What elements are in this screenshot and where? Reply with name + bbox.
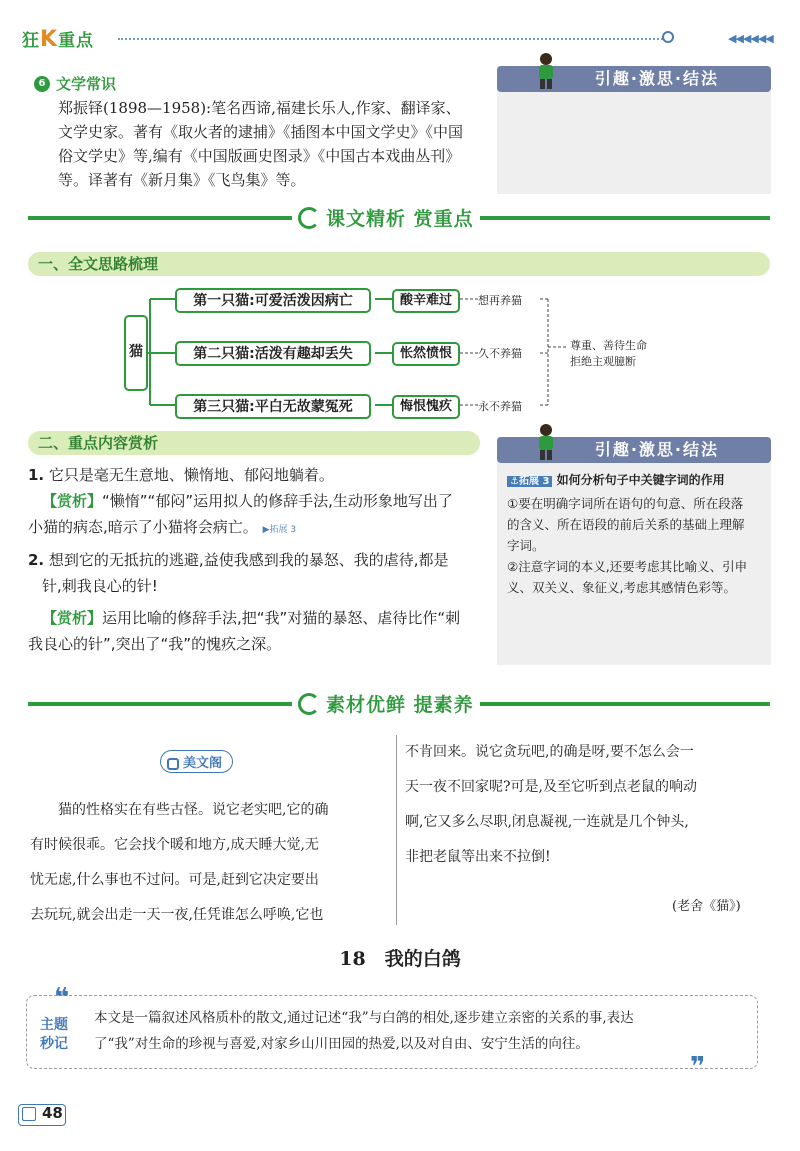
material-source: (老舍《猫》) bbox=[672, 899, 741, 914]
side-panel-top bbox=[497, 66, 771, 194]
material-left-column: 猫的性格实在有些古怪。说它老实吧,它的确 有时候很乖。它会找个暖和地方,成天睡大觉,无 忧无虑,什么事也不过问。可是,赶到它决定要出 去玩玩,就会出走一天一夜,任凭谁怎么呼唤,它也 bbox=[30, 802, 329, 923]
quote-open-icon: ❝ bbox=[54, 983, 70, 1013]
mindmap-conclusion: 尊重、善待生命 拒绝主观臆断 bbox=[570, 339, 647, 368]
mindmap-result-3: 永不养猫 bbox=[478, 400, 522, 413]
extension-body: ①要在明确字词所在语句的句意、所在段落 的含义、所在语段的前后关系的基础上理解 字词。 ②注意字词的本义,还要考虑其比喻义、引申 义、双关义、象征义,考虑其感情色彩等。 bbox=[507, 496, 748, 595]
extension-link[interactable]: ▶拓展 3 bbox=[262, 525, 297, 535]
extension-badge: ⚓拓展 3 bbox=[507, 476, 552, 487]
mindmap-feeling-3: 悔恨愧疚 bbox=[392, 395, 460, 419]
side-panel-extension bbox=[497, 437, 771, 665]
header-divider bbox=[118, 38, 663, 40]
section-title-analysis: 课文精析 赏重点 bbox=[292, 204, 480, 231]
analysis-block: 1. 它只是毫无生意地、懒惰地、郁闷地躺着。 【赏析】“懒惰”“郁闷”运用拟人的修辞手法,生动形象地写出了 小猫的病态,暗示了小猫将会病亡。 ▶拓展 3 2. 想到它的无抵抗的逃避,益使我感到我的暴怒、我的虐待,都是 针,刺我良心的针! 【赏析】运用比喻的修辞手法,把“我”对猫的暴怒、虐待比作“刺 我良心的针”,突出了“我”的愧疚之深。 bbox=[28, 462, 486, 657]
theme-text: 本文是一篇叙述风格质朴的散文,通过记述“我”与白鸽的相处,逐步建立亲密的关系的事,表达 了“我”对生命的珍视与喜爱,对家乡山川田园的热爱,以及对自由、安宁生活的向往。 bbox=[94, 1010, 634, 1052]
arrows-icon: ◀◀◀◀◀◀ bbox=[728, 32, 773, 45]
quote-close-icon: ❞ bbox=[690, 1052, 706, 1082]
page-number: 48 bbox=[42, 1104, 63, 1122]
swirl-icon bbox=[298, 693, 320, 715]
book-icon bbox=[167, 758, 179, 770]
mindmap-result-2: 久不养猫 bbox=[478, 347, 522, 360]
circle-icon bbox=[662, 31, 674, 43]
badge-icon: 6 bbox=[34, 76, 50, 92]
book-icon bbox=[22, 1107, 36, 1121]
material-badge: 美文阁 bbox=[160, 750, 233, 773]
subsection-structure: 一、全文思路梳理 bbox=[28, 252, 770, 276]
lesson-title: 18 我的白鸽 bbox=[339, 948, 461, 970]
extension-title: 如何分析句子中关键字词的作用 bbox=[556, 473, 725, 487]
header-brand: 狂K重点 bbox=[22, 27, 95, 52]
mindmap-branch-3: 第三只猫:平白无故蒙冤死 bbox=[175, 394, 371, 419]
mindmap-branch-1: 第一只猫:可爱活泼因病亡 bbox=[175, 288, 371, 313]
mindmap-branch-2: 第二只猫:活泼有趣却丢失 bbox=[175, 341, 371, 366]
literary-body: 郑振铎(1898—1958):笔名西谛,福建长乐人,作家、翻译家、 文学史家。著有《取火者的逮捕》《插图本中国文学史》《中国 俗文学史》等,编有《中国版画史图录》《中国古本戏曲丛刊》 等。译著有《新月集》《飞鸟集》等。 bbox=[58, 99, 464, 189]
analysis-item-1: 1. 它只是毫无生意地、懒惰地、郁闷地躺着。 bbox=[28, 466, 334, 484]
theme-label: 主题 秒记 bbox=[40, 1017, 68, 1052]
mindmap-result-1: 想再养猫 bbox=[478, 294, 522, 307]
person-icon bbox=[535, 52, 557, 90]
subsection-analysis: 二、重点内容赏析 bbox=[28, 431, 480, 455]
person-icon bbox=[535, 423, 557, 461]
side-panel-title-2: 引趣·激思·结法 bbox=[497, 437, 771, 463]
mindmap-feeling-1: 酸辛难过 bbox=[392, 289, 460, 313]
literary-heading: 6 文学常识 bbox=[34, 73, 116, 94]
side-panel-title: 引趣·激思·结法 bbox=[497, 66, 771, 92]
material-right-column: 不肯回来。说它贪玩吧,的确是呀,要不怎么会一 天一夜不回家呢?可是,及至它听到点老鼠的响动 啊,它又多么尽职,闭息凝视,一连就是几个钟头, 非把老鼠等出来不拉倒! bbox=[405, 744, 697, 865]
analysis-item-2: 2. 想到它的无抵抗的逃避,益使我感到我的暴怒、我的虐待,都是 bbox=[28, 551, 449, 569]
mindmap-root: 猫 bbox=[124, 315, 148, 391]
swirl-icon bbox=[298, 207, 320, 229]
section-title-material: 素材优鲜 提素养 bbox=[292, 690, 480, 717]
column-separator bbox=[396, 735, 397, 925]
mindmap-feeling-2: 怅然愤恨 bbox=[392, 342, 460, 366]
